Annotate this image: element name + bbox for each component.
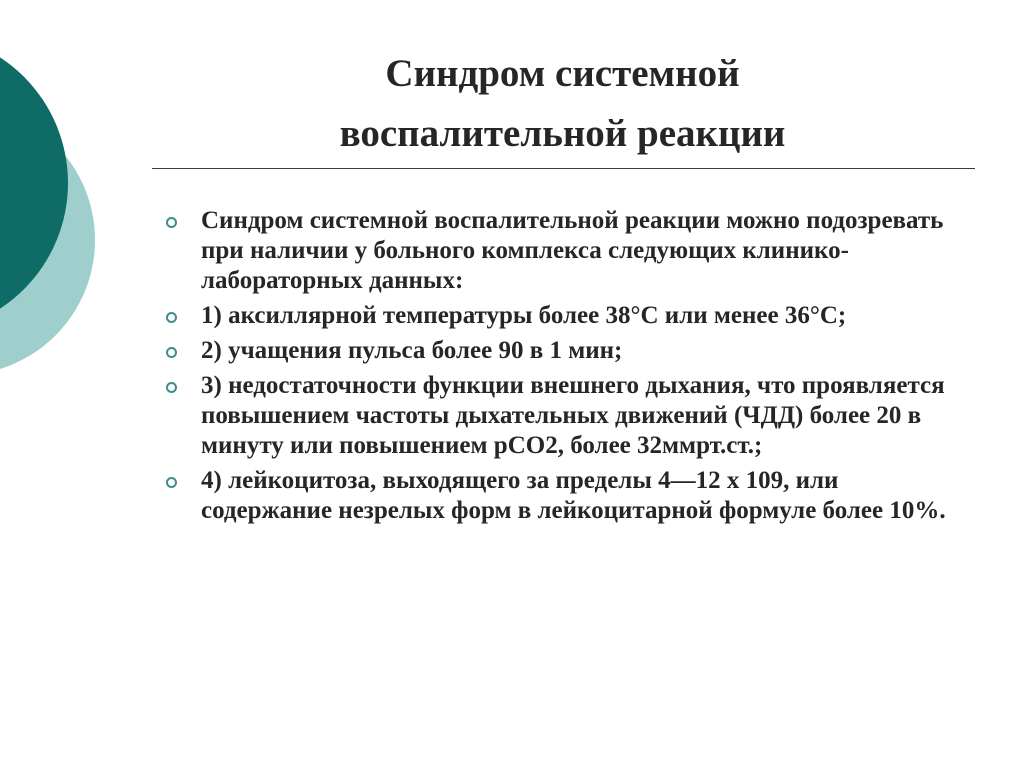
title-line-2: воспалительной реакции — [339, 112, 786, 155]
list-item — [163, 206, 963, 296]
list-item — [163, 336, 963, 366]
list-item-text: Синдром системной воспалительной реакции можно подозревать при наличии у больного комплекса следующих клинико-лабораторных данных: — [201, 207, 944, 294]
list-item — [163, 371, 963, 461]
circle-bullet-icon — [166, 347, 177, 358]
list-item-text: 4) лейкоцитоза, выходящего за пределы 4—12 х 109, или содержание незрелых форм в лейкоцитарной формуле более 10%. — [201, 467, 946, 524]
list-item-text: 2) учащения пульса более 90 в 1 мин; — [201, 337, 623, 364]
title-line-1: Синдром системной — [385, 52, 740, 95]
list-item — [163, 301, 963, 331]
list-item-text: 1) аксиллярной температуры более 38°С или менее 36°С; — [201, 302, 847, 329]
title-divider — [152, 168, 975, 169]
list-item — [163, 466, 963, 526]
bullet-list — [163, 206, 963, 531]
circle-bullet-icon — [166, 477, 177, 488]
list-item-text: 3) недостаточности функции внешнего дыхания, что проявляется повышением частоты дыхательных движений (ЧДД) более 20 в минуту или повышением рСО2, более 32ммрт.ст.; — [201, 372, 945, 459]
slide-title — [150, 44, 975, 164]
circle-bullet-icon — [166, 217, 177, 228]
circle-bullet-icon — [166, 312, 177, 323]
circle-bullet-icon — [166, 382, 177, 393]
